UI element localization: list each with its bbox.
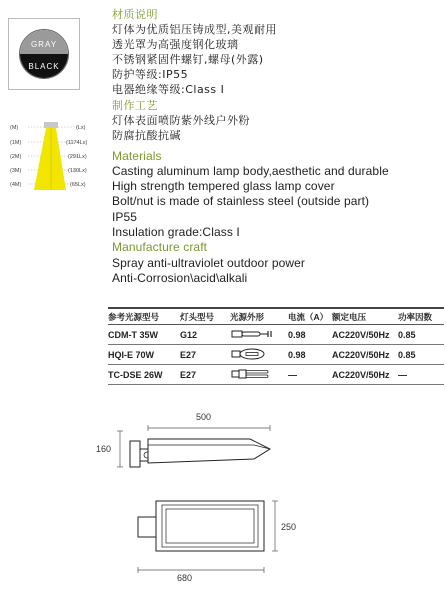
tc-lamp-icon	[230, 368, 274, 380]
lamp-shape-cell	[230, 325, 288, 345]
hqi-lamp-icon	[230, 348, 274, 360]
voltage-cell: AC220V/50Hz	[332, 349, 390, 360]
column-header: 电流（A）	[288, 311, 329, 322]
lamp-model-cell: HQI-E 70W	[108, 349, 155, 360]
dimension-height-plan: 250	[281, 522, 297, 532]
craft-line-cn: 防腐抗酸抗碱	[112, 129, 181, 142]
material-line-en: IP55	[112, 210, 138, 224]
diagram-distance-label: (4M)	[10, 182, 22, 188]
table-row	[108, 345, 444, 365]
material-line-en: Casting aluminum lamp body,aesthetic and durable	[112, 164, 389, 178]
gray-label: GRAY	[30, 40, 58, 49]
lamp-spec-table	[108, 307, 444, 385]
diagram-lux-label: (130Lx)	[68, 168, 87, 174]
craft-line-en: Anti-Corrosion\acid\alkali	[112, 271, 248, 285]
column-header: 光源外形	[230, 311, 265, 322]
material-title-en: Materials	[112, 149, 162, 163]
voltage-cell: AC220V/50Hz	[332, 369, 390, 380]
color-swatch	[19, 29, 69, 79]
diagram-lux-label: (291Lx)	[68, 154, 87, 160]
table-row	[108, 365, 444, 385]
diagram-distance-label: (2M)	[10, 154, 22, 160]
lamp-shape-cell	[230, 365, 288, 385]
lamp-model-cell: TC-DSE 26W	[108, 369, 163, 380]
black-label: BLACK	[28, 62, 60, 71]
material-line-en: High strength tempered glass lamp cover	[112, 179, 335, 193]
material-line-cn: 灯体为优质铝压铸成型,美观耐用	[112, 23, 277, 36]
diagram-distance-label: (1M)	[10, 140, 22, 146]
lamp-model-cell: CDM-T 35W	[108, 329, 158, 340]
lamp-base-cell: E27	[180, 369, 197, 380]
craft-line-cn: 灯体表面喷防紫外线户外粉	[112, 114, 250, 127]
voltage-cell: AC220V/50Hz	[332, 329, 390, 340]
table-header-row	[108, 308, 444, 325]
material-line-cn: 防护等级:IP55	[112, 68, 189, 81]
current-cell: —	[288, 369, 297, 380]
power-factor-cell: 0.85	[398, 329, 416, 340]
cdm-lamp-icon	[230, 328, 274, 340]
power-factor-cell: —	[398, 369, 407, 380]
diagram-lux-label: (1174Lx)	[66, 140, 88, 146]
diagram-lux-label: (65Lx)	[70, 182, 86, 188]
lamp-shape-cell	[230, 345, 288, 365]
column-header: 额定电压	[332, 311, 367, 322]
column-header: 功率因数	[398, 311, 433, 322]
dimension-width-plan: 680	[177, 573, 193, 583]
current-cell: 0.98	[288, 329, 306, 340]
fixture-technical-drawing	[100, 405, 400, 590]
material-line-en: Bolt/nut is made of stainless steel (outside part)	[112, 194, 370, 208]
dimension-width-top: 500	[196, 412, 212, 422]
current-cell: 0.98	[288, 349, 306, 360]
craft-title-en: Manufacture craft	[112, 240, 208, 254]
diagram-distance-label: (3M)	[10, 168, 22, 174]
dimension-height-side: 160	[96, 444, 112, 454]
material-line-cn: 电器绝缘等级:Class I	[112, 83, 225, 96]
material-line-cn: 不锈钢紧固件螺钉,螺母(外露)	[112, 53, 264, 66]
power-factor-cell: 0.85	[398, 349, 416, 360]
material-line-en: Insulation grade:Class I	[112, 225, 240, 239]
diagram-distance-label: (M)	[10, 125, 19, 131]
material-title-cn: 材质说明	[112, 8, 158, 21]
lamp-base-cell: G12	[180, 329, 198, 340]
craft-title-cn: 制作工艺	[112, 99, 158, 112]
material-line-cn: 透光罩为高强度钢化玻璃	[112, 38, 239, 51]
craft-line-en: Spray anti-ultraviolet outdoor power	[112, 256, 306, 270]
lamp-base-cell: E27	[180, 349, 197, 360]
column-header: 参考光源型号	[108, 311, 160, 322]
column-header: 灯头型号	[180, 311, 215, 322]
diagram-lux-label: (Lx)	[76, 125, 86, 131]
table-row	[108, 325, 444, 345]
